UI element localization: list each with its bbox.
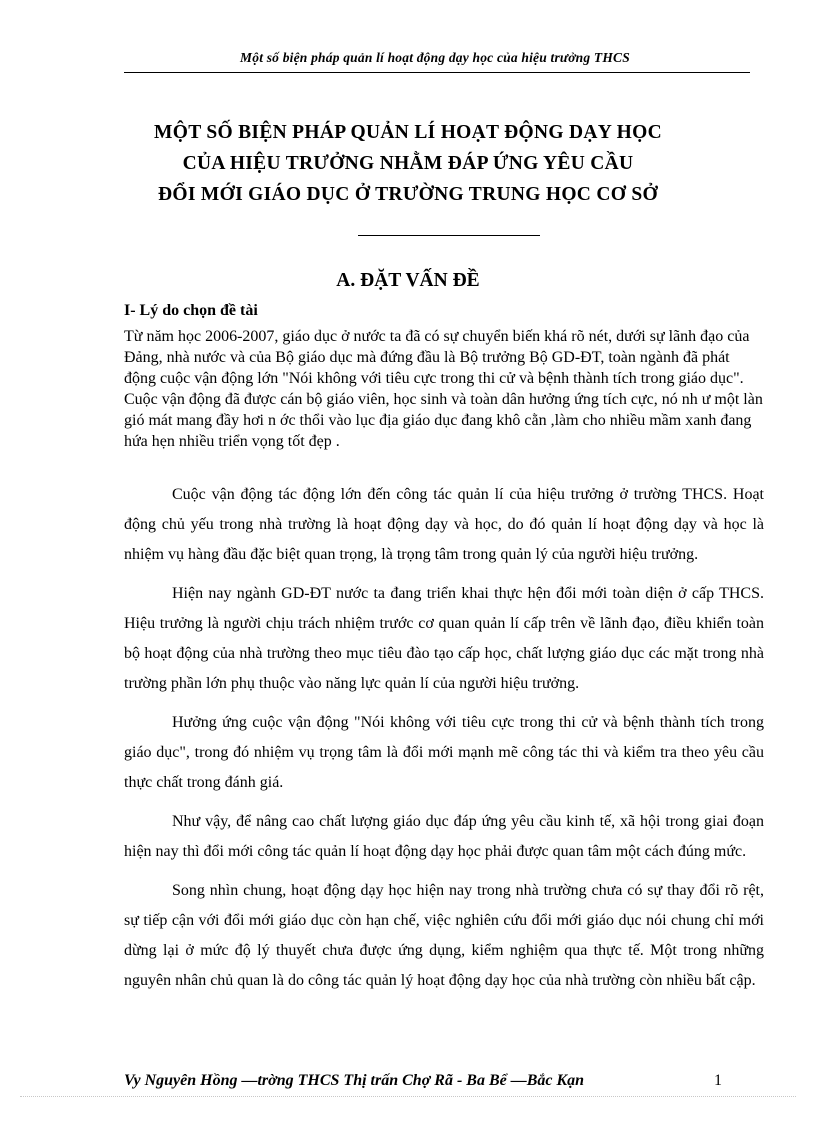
subsection-heading: I- Lý do chọn đề tài	[124, 302, 258, 319]
paragraph-4: Hưởng ứng cuộc vận động "Nói không với tiêu cực trong thi cử và bệnh thành tích trong giáo dục", trong đó nhiệm vụ trọng tâm là đổi mới mạnh mẽ công tác thi và kiểm tra theo yêu cầu thực chất trong đánh giá.	[124, 714, 764, 791]
page-number: 1	[714, 1072, 722, 1089]
paragraph-3: Hiện nay ngành GD-ĐT nước ta đang triển khai thực hện đổi mới toàn diện ở cấp THCS. Hiệu trưởng là người chịu trách nhiệm trước cơ quan quản lí cấp trên về lãnh đạo, điều khiển toàn bộ hoạt động của nhà trường theo mục tiêu đào tạo cấp học, chất lượng giáo dục các mặt trong nhà trường phần lớn phụ thuộc vào năng lực quản lí của người hiệu trưởng.	[124, 585, 764, 692]
body-paragraphs	[124, 480, 764, 1005]
paragraph-5: Như vậy, để nâng cao chất lượng giáo dục đáp ứng yêu cầu kinh tế, xã hội trong giai đoạn hiện nay thì đổi mới công tác quản lí hoạt động dạy học phải được quan tâm một cách đúng mức.	[124, 813, 764, 860]
page-bottom-divider	[20, 1096, 796, 1097]
title-line-1: MỘT SỐ BIỆN PHÁP QUẢN LÍ HOẠT ĐỘNG DẠY HỌC	[154, 122, 662, 143]
running-header: Một số biện pháp quản lí hoạt động dạy học của hiệu trưởng THCS	[240, 50, 630, 65]
title-divider	[358, 235, 540, 236]
title-line-2: CỦA HIỆU TRƯỞNG NHẰM ĐÁP ỨNG YÊU CẦU	[182, 153, 634, 174]
paragraph-1: Từ năm học 2006-2007, giáo dục ở nước ta đã có sự chuyển biến khá rõ nét, dưới sự lãnh đạo của Đảng, nhà nước và của Bộ giáo dục mà đứng đầu là Bộ trưởng Bộ GD-ĐT, toàn ngành đã phát động cuộc vận động lớn "Nói không với tiêu cực trong thi cử và bệnh thành tích trong giáo dục". Cuộc vận động đã được cán bộ giáo viên, học sinh và toàn dân hưởng ứng tích cực, nó nh ư một làn gió mát mang đầy hơi n ớc thổi vào lục địa giáo dục đang khô cằn ,làm cho nhiều mầm xanh đang hứa hẹn nhiều triển vọng tốt đẹp .	[124, 328, 763, 450]
paragraph-6: Song nhìn chung, hoạt động dạy học hiện nay trong nhà trường chưa có sự thay đổi rõ rệt, sự tiếp cận với đổi mới giáo dục còn hạn chế, việc nghiên cứu đổi mới giáo dục nói chung chỉ mới dừng lại ở mức độ lý thuyết chưa được ứng dụng, kiểm nghiệm qua thực tế. Một trong những nguyên nhân chủ quan là do công tác quản lý hoạt động dạy học của nhà trường còn nhiều bất cập.	[124, 882, 764, 989]
document-title	[90, 117, 726, 210]
footer-author: Vy Nguyên Hồng —trờng THCS Thị trấn Chợ Rã - Ba Bể —Bắc Kạn	[124, 1072, 585, 1089]
section-heading: A. ĐẶT VẤN ĐỀ	[336, 270, 480, 291]
header-divider	[124, 72, 750, 73]
paragraph-2: Cuộc vận động tác động lớn đến công tác quản lí của hiệu trưởng ở trường THCS. Hoạt động chủ yếu trong nhà trường là hoạt động dạy và học, do đó quản lí hoạt động dạy và học là nhiệm vụ hàng đầu đặc biệt quan trọng, là trọng tâm trong quản lý của người hiệu trưởng.	[124, 486, 764, 563]
title-line-3: ĐỔI MỚI GIÁO DỤC Ở TRƯỜNG TRUNG HỌC CƠ SỞ	[157, 184, 659, 205]
